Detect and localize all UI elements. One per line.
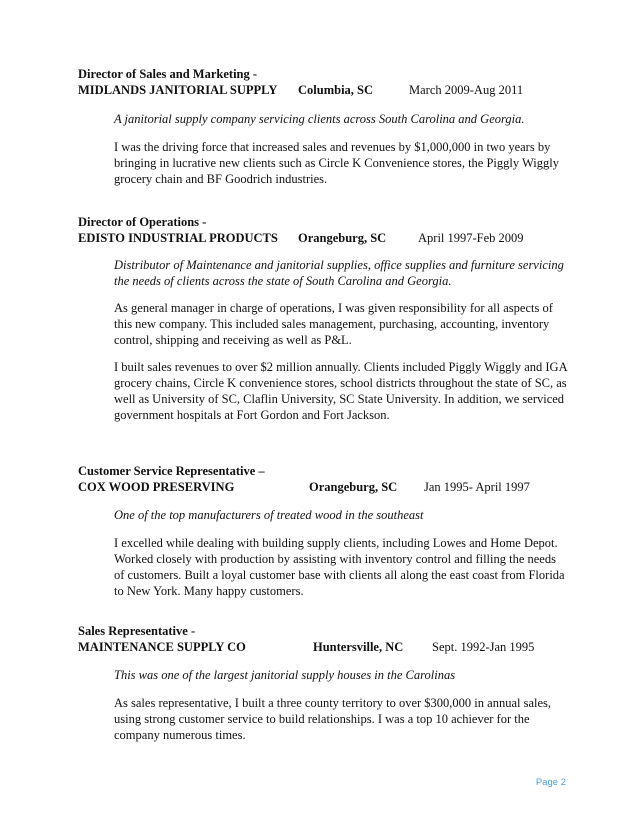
company-description: This was one of the largest janitorial supply houses in the Carolinas (114, 668, 456, 682)
job-title: Director of Operations - (78, 215, 207, 229)
job-header-line (78, 230, 568, 246)
job-entry (78, 66, 568, 187)
job-dates: Sept. 1992-Jan 1995 (432, 640, 535, 654)
company-description: One of the top manufacturers of treated wood in the southeast (114, 508, 424, 522)
job-header-line (78, 479, 568, 495)
job-title: Customer Service Representative – (78, 464, 265, 478)
job-location: Columbia, SC (298, 83, 374, 97)
page-number: Page 2 (535, 777, 566, 788)
job-entry (78, 463, 568, 599)
job-paragraph: As sales representative, I built a three county territory to over $300,000 in annual sales, using strong customer service to build relationships. I was a top 10 achiever for the company numerous times. (114, 696, 552, 742)
job-body (114, 111, 569, 187)
company-name: COX WOOD PRESERVING (78, 480, 235, 494)
job-location: Orangeburg, SC (298, 231, 387, 245)
company-name: EDISTO INDUSTRIAL PRODUCTS (78, 231, 278, 245)
job-dates: April 1997-Feb 2009 (418, 231, 524, 245)
job-entry (78, 623, 568, 743)
job-paragraph: As general manager in charge of operations, I was given responsibility for all aspects of this new company. This included sales management, purchasing, accounting, inventory control, shipping and receiving as well as P&L. (114, 301, 553, 347)
job-body (114, 667, 569, 743)
job-paragraph: I was the driving force that increased sales and revenues by $1,000,000 in two years by bringing in lucrative new clients such as Circle K Convenience stores, the Piggly Wiggly grocery chain and BF Goodrich industries. (114, 140, 560, 186)
company-name: MIDLANDS JANITORIAL SUPPLY (78, 83, 278, 97)
job-title: Sales Representative - (78, 624, 196, 638)
job-paragraph: I built sales revenues to over $2 million annually. Clients included Piggly Wiggly and IGA grocery chains, Circle K convenience stores, school districts throughout the state of SC, as well as University of SC, Claflin University, SC State University. In addition, we serviced government hospitals at Fort Gordon and Fort Jackson. (114, 360, 567, 422)
job-entry (78, 214, 568, 423)
job-location: Huntersville, NC (313, 640, 404, 654)
job-body (114, 257, 569, 423)
job-header-line (78, 82, 568, 98)
job-dates: March 2009-Aug 2011 (409, 83, 524, 97)
job-title: Director of Sales and Marketing - (78, 67, 258, 81)
company-description: A janitorial supply company servicing clients across South Carolina and Georgia. (114, 112, 525, 126)
job-location: Orangeburg, SC (309, 480, 398, 494)
company-name: MAINTENANCE SUPPLY CO (78, 640, 246, 654)
job-header-line (78, 639, 568, 655)
job-body (114, 507, 569, 599)
company-description: Distributor of Maintenance and janitorial supplies, office supplies and furniture servicing the needs of clients across the state of South Carolina and Georgia. (114, 258, 564, 288)
job-paragraph: I excelled while dealing with building supply clients, including Lowes and Home Depot. Worked closely with production by assisting with inventory control and filling the needs of customers. Built a loyal customer base with clients all along the east coast from Florida to New York. Many happy customers. (114, 536, 565, 598)
job-dates: Jan 1995- April 1997 (424, 480, 530, 494)
